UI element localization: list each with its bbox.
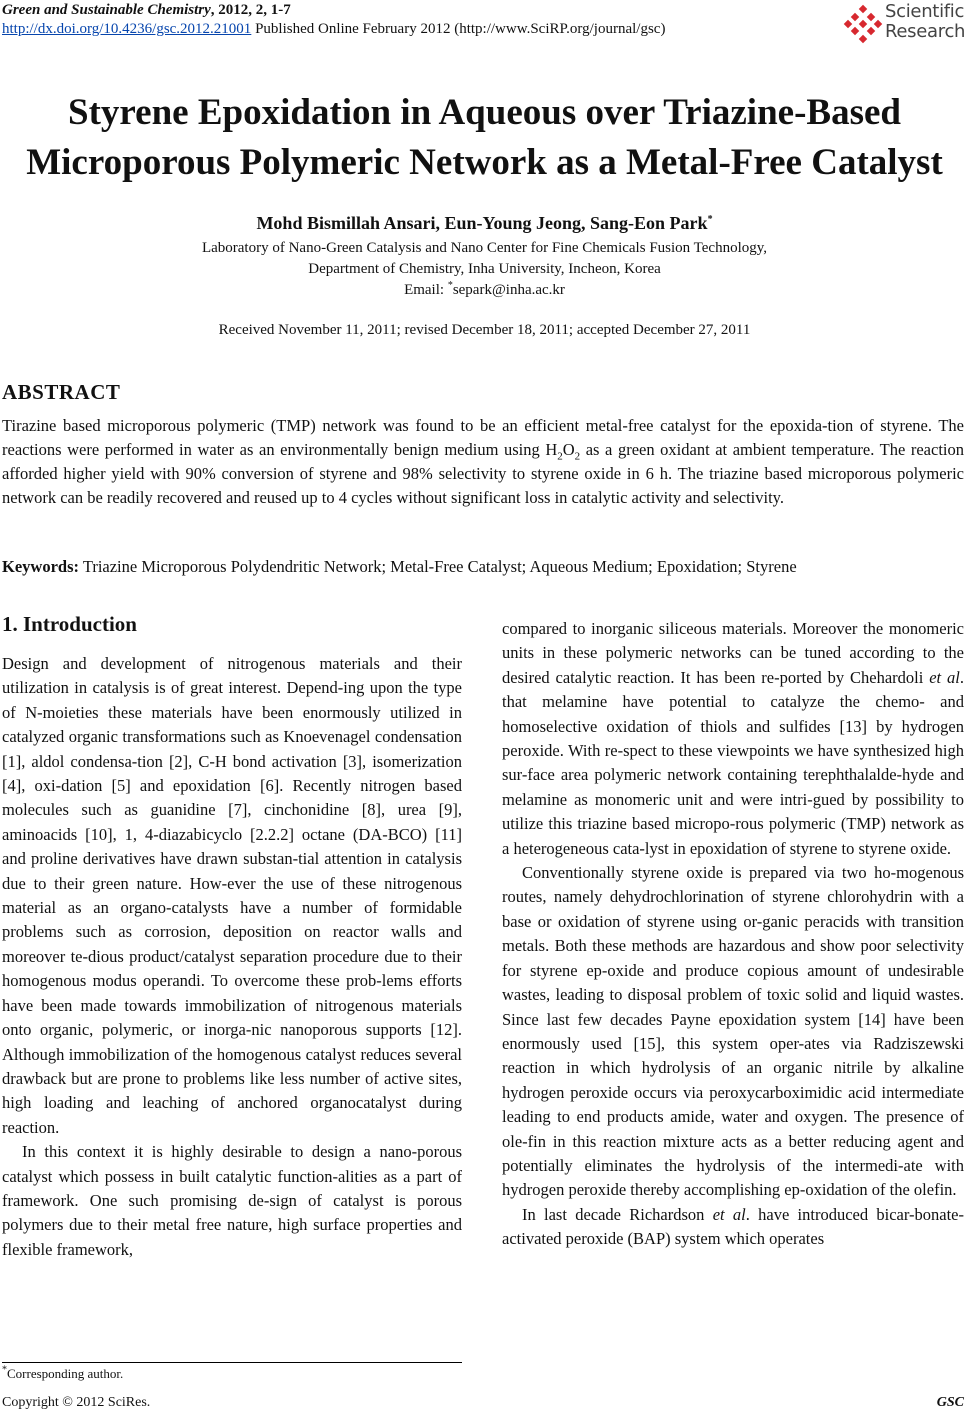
keywords-text: Triazine Microporous Polydendritic Network; Metal-Free Catalyst; Aqueous Medium; Epoxidation; Styrene: [79, 557, 797, 576]
footnote-mark: *: [2, 1364, 7, 1376]
footnote: [2, 1366, 123, 1382]
published-text: Published Online February 2012 (http://www.SciRP.org/journal/gsc): [251, 21, 666, 37]
title-line1: Styrene Epoxidation in Aqueous over Triazine-Based: [68, 92, 901, 133]
intro-paragraph-1: Design and development of nitrogenous materials and their utilization in catalysis is of great interest. Depend-ing upon the type of N-moieties these materials have been enormously utilized in catalyzed organic transformations such as Knoevenagel condensation [1], aldol condensa-tion [2], C-H bond activation [3], isomerization [4], oxi-dation [5] and epoxidation [6]. Recently nitrogen based molecules such as guanidine [7], cinchonidine [8], urea [9], aminoacids [10], 1, 4-diazabicyclo [2.2.2] octane (DA-BCO) [11] and proline derivatives have drawn substan-tial attention in catalysis due to their green nature. How-ever the use of these nitrogenous material as an organo-catalysts have a number of formidable problems such as corrosion, deposition on reactor walls and moreover te-dious product/catalyst separation procedure due to their homogenous modus operandi. To overcome these prob-lems efforts have been made towards immobilization of nitrogenous materials onto organic, polymeric, or inorga-nic nanoporous supports [12]. Although immobilization of the homogenous catalyst reduces several drawback but are prone to problems like less number of active sites, high loading and leaching of anchored organocatalyst during reaction.: [2, 654, 462, 1137]
author-list: [0, 213, 969, 234]
p5-text-a: In last decade Richardson: [522, 1204, 713, 1224]
subscript-2b: 2: [574, 450, 581, 463]
right-column: [502, 617, 964, 1252]
email-address[interactable]: separk@inha.ac.kr: [452, 282, 565, 298]
logo-line1: Scientific: [885, 1, 965, 22]
affiliation-line2: Department of Chemistry, Inha University, Incheon, Korea: [308, 261, 661, 277]
footnote-text: Corresponding author.: [7, 1366, 124, 1381]
logo-text: [885, 2, 965, 42]
email-label: Email:: [404, 282, 448, 298]
footnote-rule: [2, 1362, 462, 1363]
p5-text-b: . have introduced bicar-bonate-activated peroxide (BAP) system which operates: [502, 1204, 964, 1249]
section-heading-introduction: 1. Introduction: [2, 612, 137, 636]
email-line: [0, 282, 969, 299]
abstract-part-c: as a green oxidant at ambient temperature. The reaction afforded higher yield with 90% conversion of styrene and 98% selectivity to styrene oxide in 6 h. The triazine based microporous polymeric network can be readily recovered and reused up to 4 cycles without significant loss in catalytic activity and selectivity.: [2, 440, 964, 507]
p3-text-a: compared to inorganic siliceous materials. Moreover the monomeric units in these polymeric networks can be tuned according to the desired catalytic reaction. It has been re-ported by Chehardoli: [502, 619, 964, 687]
p5-etal: et al: [712, 1204, 746, 1224]
intro-paragraph-2: In this context it is highly desirable to design a nano-porous catalyst which possess in built catalytic function-alities as a part of framework. One such promising de-sign of catalyst is porous polymers due to their metal free nature, high surface properties and flexible framework,: [2, 1142, 462, 1259]
author-names: Mohd Bismillah Ansari, Eun-Young Jeong, Sang-Eon Park: [256, 213, 708, 233]
abstract-text: [2, 414, 964, 510]
abstract-part-b: O: [562, 440, 575, 459]
keywords-label: Keywords:: [2, 557, 79, 576]
email-mark: *: [447, 280, 453, 291]
intro-paragraph-4: Conventionally styrene oxide is prepared via two ho-mogenous routes, namely dehydrochlorination of styrene chlorohydrin with a base or oxidation of styrene using or-ganic peracids with transition metals. Both these methods are hazardous and show poor selectivity for styrene ep-oxide and produce copious amount of undesirable wastes, leading to disposal problem of toxic solid and liquid wastes. Since last few decades Payne epoxidation system [14] have been enormously used [15], this system oper-ates via Radziszewski reaction in which hydrolysis of an organic nitrile by alkaline hydrogen peroxide occurs via peroxycarboximidic acid intermediate leading to end products amide, water and oxygen. The presence of ole-fin in this reaction mixture acts as a better reducing agent and potentially eliminates the hydrolysis of the intermedi-ate with hydrogen peroxide thereby accomplishing ep-oxidation of the olefin.: [502, 863, 964, 1200]
p3-etal: et al: [929, 667, 960, 687]
title-line2: Microporous Polymeric Network as a Metal-Free Catalyst: [26, 142, 943, 183]
journal-issue: , 2012, 2, 1-7: [210, 2, 291, 18]
page-header: [0, 0, 969, 52]
scientific-research-logo: [843, 2, 967, 46]
affiliation-line1: Laboratory of Nano-Green Catalysis and Nano Center for Fine Chemicals Fusion Technology,: [201, 240, 768, 256]
corresponding-mark: *: [707, 214, 713, 225]
logo-mark-icon: [843, 4, 883, 44]
subscript-2a: 2: [557, 450, 563, 463]
abstract-heading: ABSTRACT: [2, 380, 121, 404]
page-footer: [2, 1395, 964, 1411]
doi-line: [2, 21, 665, 38]
received-dates: Received November 11, 2011; revised December 18, 2011; accepted December 27, 2011: [218, 322, 751, 338]
p3-text-b: . that melamine have potential to catalyze the chemo- and homoselective oxidation of thiols and sulfides [13] by hydrogen peroxide. With re-spect to these viewpoints we have synthesized high sur-face area polymeric network containing terephthalalde-hyde and melamine as monomeric unit and were intri-gued by possibility to utilize this triazine based micropo-rous polymeric (TMP) network as a heterogeneous cata-lyst in epoxidation of styrene to styrene oxide.: [502, 667, 964, 858]
keywords: [2, 557, 964, 577]
paper-title: [0, 88, 969, 188]
left-column: [2, 652, 462, 1262]
doi-link[interactable]: http://dx.doi.org/10.4236/gsc.2012.21001: [2, 21, 252, 37]
intro-paragraph-3: [502, 617, 964, 861]
logo-line2: Research: [885, 21, 966, 42]
journal-abbreviation: GSC: [936, 1395, 964, 1410]
copyright: Copyright © 2012 SciRes.: [2, 1395, 151, 1410]
intro-paragraph-5: [502, 1203, 964, 1252]
abstract-part-a: Tirazine based microporous polymeric (TMP) network was found to be an efficient metal-free catalyst for the epoxida-tion of styrene. The reactions were performed in water as an environmentally benign medium using H: [2, 416, 964, 459]
journal-citation: [2, 2, 291, 19]
journal-name: Green and Sustainable Chemistry: [2, 2, 211, 18]
